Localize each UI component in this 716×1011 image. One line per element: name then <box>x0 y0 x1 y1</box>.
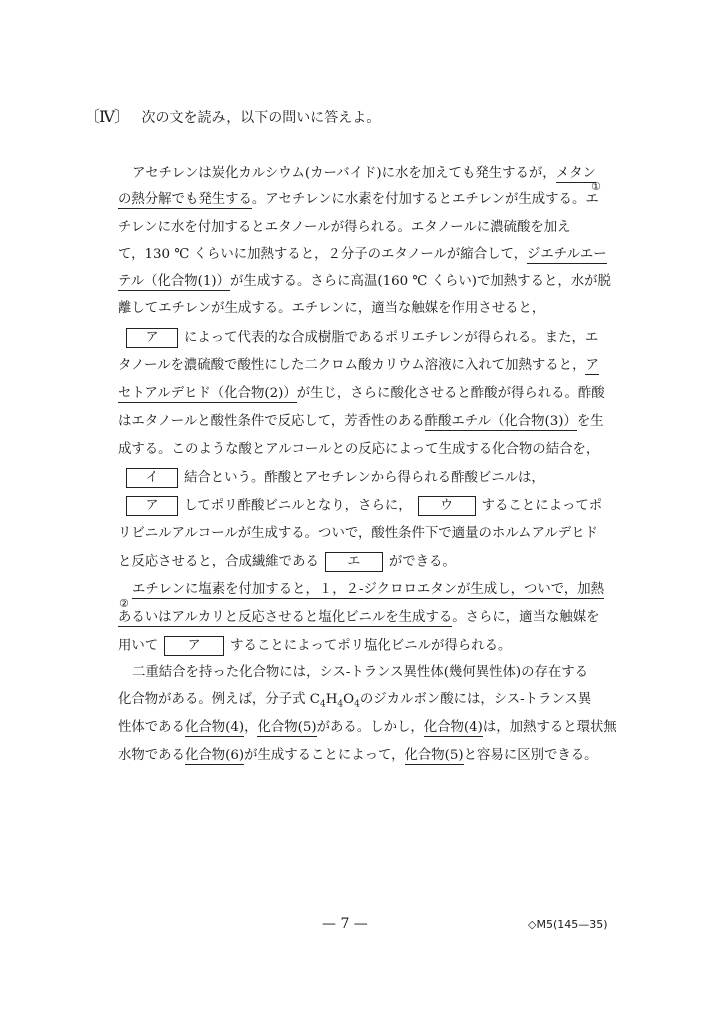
underline-1b: の熱分解でも発生する <box>118 192 252 207</box>
underline-compound-1: テル（化合物(1)） <box>118 274 231 289</box>
p2-line-1 <box>132 580 616 600</box>
p1-line-12: イ 結合という。酢酸とアセチレンから得られる酢酸ビニルは， <box>118 468 616 489</box>
p1-line-11: 成する。このような酸とアルコールとの反応によって生成する化合物の結合を， <box>118 442 600 457</box>
underline-2a: エチレンに塩素を付加すると，１，２-ジクロロエタンが生成し，ついで，加熱 <box>132 582 605 597</box>
blank-a-3: ア <box>164 636 224 656</box>
underline-compound-2: セトアルデヒド（化合物(2)） <box>118 386 297 401</box>
p1-line-15: と反応させると，合成繊維である エ ができる。 <box>118 552 616 573</box>
p1-line-9: セトアルデヒド（化合物(2)）が生じ，さらに酸化させると酢酸が得られる。酢酸 <box>118 386 605 401</box>
blank-a: ア <box>126 328 178 348</box>
underline-compound-4b: 化合物(4) <box>423 720 483 735</box>
marker-2: ② <box>119 597 129 610</box>
underline-compound-6: 化合物(6) <box>184 748 245 763</box>
underline-1a: メタン <box>555 166 596 181</box>
page-number: — 7 — <box>322 916 368 932</box>
underline-compound-5: 化合物(5) <box>257 720 317 735</box>
p1-line-7: ア によって代表的な合成樹脂であるポリエチレンが得られる。また，エ <box>118 328 616 349</box>
p3-line-2: 化合物がある。例えば，分子式 $C_4H_4O_4$のジカルボン酸には，シス-トランス異 <box>118 692 592 710</box>
blank-u: ウ <box>418 496 476 516</box>
underline-diethyl: ジエチルエー <box>527 247 607 262</box>
p1-line-3: チレンに水を付加するとエタノールが得られる。エタノールに濃硫酸を加え <box>118 220 571 235</box>
p3-line-3: 性体である化合物(4)，化合物(5)がある。しかし，化合物(4)は，加熱すると環状無 <box>118 720 617 735</box>
p1-line-14: リビニルアルコールが生成する。ついで，酸性条件下で適量のホルムアルデヒド <box>118 526 598 541</box>
blank-a-2: ア <box>126 496 178 516</box>
p1-line-6: 離してエチレンが生成する。エチレンに，適当な触媒を作用させると， <box>118 301 546 316</box>
underline-compound-3: 酢酸エチル（化合物(3)） <box>424 414 577 429</box>
p1-line-4: て，130 ℃ くらいに加熱すると，２分子のエタノールが縮合して，ジエチルエー <box>118 247 607 262</box>
underline-2b: あるいはアルカリと反応させると塩化ビニルを生成する <box>118 610 453 625</box>
p2-line-3: 用いて ア することによってポリ塩化ビニルが得られる。 <box>118 636 616 657</box>
marker-1: ① <box>591 180 601 193</box>
p2-line-2: あるいはアルカリと反応させると塩化ビニルを生成する。さらに，適当な触媒を <box>118 610 600 625</box>
p1-line-5: テル（化合物(1)）が生成する。さらに高温(160 ℃ くらい)で加熱すると，水が脱 <box>118 274 611 289</box>
p1-line-10: はエタノールと酸性条件で反応して，芳香性のある酢酸エチル（化合物(3)）を生 <box>118 414 604 429</box>
blank-i: イ <box>126 468 178 488</box>
p1-line-1: アセチレンは炭化カルシウム(カーバイド)に水を加えても発生するが，メタン <box>132 166 596 181</box>
section-mark: 〔Ⅳ〕 <box>84 107 129 126</box>
p1-line-8: タノールを濃硫酸で酸性にした二クロム酸カリウム溶液に入れて加熱すると，ア <box>118 358 599 373</box>
p3-line-1: 二重結合を持った化合物には，シス-トランス異性体(幾何異性体)の存在する <box>132 665 589 680</box>
question-header <box>84 104 380 127</box>
exam-code: ◇M5(145—35) <box>528 918 608 931</box>
instruction-text: 次の文を読み，以下の問いに答えよ。 <box>141 110 381 126</box>
p3-line-4: 水物である化合物(6)が生成することによって，化合物(5)と容易に区別できる。 <box>118 748 598 763</box>
underline-compound-5b: 化合物(5) <box>404 748 464 763</box>
blank-e: エ <box>325 552 383 572</box>
p1-line-2: の熱分解でも発生する。アセチレンに水素を付加するとエチレンが生成する。エ <box>118 192 599 207</box>
underline-compound-4: 化合物(4) <box>184 720 245 735</box>
p1-line-13: ア してポリ酢酸ビニルとなり，さらに， ウ することによってポ <box>118 496 616 517</box>
